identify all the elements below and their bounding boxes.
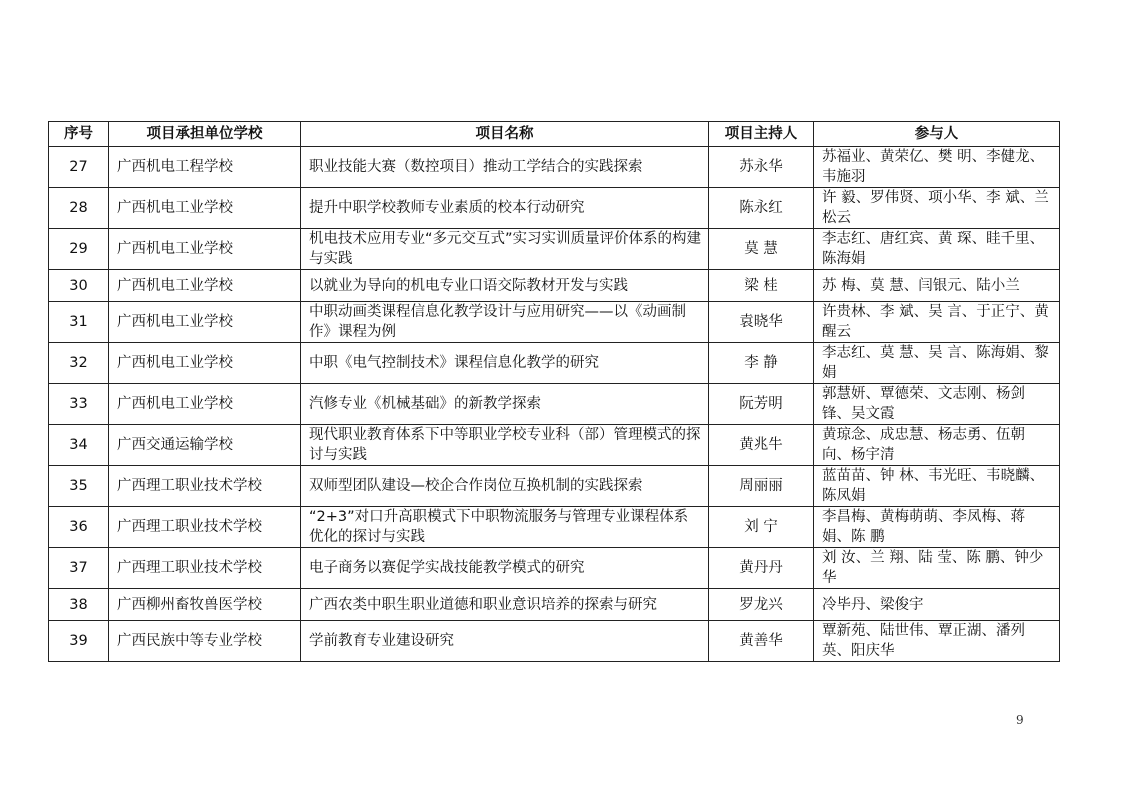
table-row xyxy=(49,589,1060,621)
row-no: 32 xyxy=(49,343,109,384)
header-no: 序号 xyxy=(49,122,109,147)
row-participants: 苏福业、黄荣亿、樊 明、李健龙、韦施羽 xyxy=(814,147,1060,188)
row-school: 广西民族中等专业学校 xyxy=(109,621,301,662)
row-participants: 刘 汝、兰 翔、陆 莹、陈 鹏、钟少华 xyxy=(814,548,1060,589)
row-participants: 李昌梅、黄梅萌萌、李凤梅、蒋娟、陈 鹏 xyxy=(814,507,1060,548)
header-host: 项目主持人 xyxy=(709,122,814,147)
table-row xyxy=(49,188,1060,229)
page-number: 9 xyxy=(1016,713,1024,727)
row-participants: 李志红、唐红宾、黄 琛、眭千里、陈海娟 xyxy=(814,229,1060,270)
row-project-name: 现代职业教育体系下中等职业学校专业科（部）管理模式的探讨与实践 xyxy=(301,425,709,466)
row-school: 广西机电工业学校 xyxy=(109,384,301,425)
row-project-name: 学前教育专业建设研究 xyxy=(301,621,709,662)
table-row xyxy=(49,466,1060,507)
row-school: 广西理工职业技术学校 xyxy=(109,466,301,507)
row-school: 广西机电工业学校 xyxy=(109,302,301,343)
row-participants: 蓝苗苗、钟 林、韦光旺、韦晓麟、陈凤娟 xyxy=(814,466,1060,507)
table-row xyxy=(49,147,1060,188)
row-host: 莫 慧 xyxy=(709,229,814,270)
row-no: 36 xyxy=(49,507,109,548)
row-school: 广西机电工业学校 xyxy=(109,229,301,270)
row-participants: 郭慧妍、覃德荣、文志刚、杨剑锋、吴文霞 xyxy=(814,384,1060,425)
row-no: 27 xyxy=(49,147,109,188)
row-participants: 冷毕丹、梁俊宇 xyxy=(814,589,1060,621)
table-row xyxy=(49,384,1060,425)
row-host: 梁 桂 xyxy=(709,270,814,302)
row-host: 苏永华 xyxy=(709,147,814,188)
row-project-name: 以就业为导向的机电专业口语交际教材开发与实践 xyxy=(301,270,709,302)
row-no: 28 xyxy=(49,188,109,229)
row-host: 刘 宁 xyxy=(709,507,814,548)
table-row xyxy=(49,621,1060,662)
row-school: 广西柳州畜牧兽医学校 xyxy=(109,589,301,621)
row-no: 31 xyxy=(49,302,109,343)
row-school: 广西理工职业技术学校 xyxy=(109,507,301,548)
row-school: 广西机电工程学校 xyxy=(109,147,301,188)
table-row xyxy=(49,270,1060,302)
row-participants: 黄琼念、成忠慧、杨志勇、伍朝向、杨宇清 xyxy=(814,425,1060,466)
row-project-name: 中职《电气控制技术》课程信息化教学的研究 xyxy=(301,343,709,384)
row-project-name: 电子商务以赛促学实战技能教学模式的研究 xyxy=(301,548,709,589)
row-host: 罗龙兴 xyxy=(709,589,814,621)
row-host: 黄丹丹 xyxy=(709,548,814,589)
header-school: 项目承担单位学校 xyxy=(109,122,301,147)
row-project-name: 汽修专业《机械基础》的新教学探索 xyxy=(301,384,709,425)
row-host: 陈永红 xyxy=(709,188,814,229)
row-school: 广西机电工业学校 xyxy=(109,188,301,229)
row-no: 34 xyxy=(49,425,109,466)
row-project-name: 广西农类中职生职业道德和职业意识培养的探索与研究 xyxy=(301,589,709,621)
table-row xyxy=(49,302,1060,343)
row-school: 广西机电工业学校 xyxy=(109,270,301,302)
table-row xyxy=(49,229,1060,270)
row-participants: 覃新苑、陆世伟、覃正湖、潘列英、阳庆华 xyxy=(814,621,1060,662)
row-participants: 许贵林、李 斌、吴 言、于正宁、黄醒云 xyxy=(814,302,1060,343)
row-no: 33 xyxy=(49,384,109,425)
row-no: 29 xyxy=(49,229,109,270)
row-project-name: 中职动画类课程信息化教学设计与应用研究——以《动画制作》课程为例 xyxy=(301,302,709,343)
row-participants: 苏 梅、莫 慧、闫银元、陆小兰 xyxy=(814,270,1060,302)
table-row xyxy=(49,548,1060,589)
row-school: 广西交通运输学校 xyxy=(109,425,301,466)
row-host: 黄兆牛 xyxy=(709,425,814,466)
header-project-name: 项目名称 xyxy=(301,122,709,147)
row-host: 阮芳明 xyxy=(709,384,814,425)
row-host: 袁晓华 xyxy=(709,302,814,343)
header-row xyxy=(49,122,1060,147)
row-no: 30 xyxy=(49,270,109,302)
row-participants: 李志红、莫 慧、吴 言、陈海娟、黎 娟 xyxy=(814,343,1060,384)
row-no: 38 xyxy=(49,589,109,621)
row-no: 35 xyxy=(49,466,109,507)
row-no: 39 xyxy=(49,621,109,662)
header-participants: 参与人 xyxy=(814,122,1060,147)
row-school: 广西理工职业技术学校 xyxy=(109,548,301,589)
table-body xyxy=(49,147,1060,662)
table-row xyxy=(49,507,1060,548)
row-project-name: “2+3”对口升高职模式下中职物流服务与管理专业课程体系优化的探讨与实践 xyxy=(301,507,709,548)
row-host: 黄善华 xyxy=(709,621,814,662)
table-header xyxy=(49,122,1060,147)
project-table xyxy=(48,121,1060,662)
table-row xyxy=(49,343,1060,384)
row-no: 37 xyxy=(49,548,109,589)
row-project-name: 提升中职学校教师专业素质的校本行动研究 xyxy=(301,188,709,229)
table-row xyxy=(49,425,1060,466)
row-project-name: 机电技术应用专业“多元交互式”实习实训质量评价体系的构建与实践 xyxy=(301,229,709,270)
row-host: 李 静 xyxy=(709,343,814,384)
row-school: 广西机电工业学校 xyxy=(109,343,301,384)
row-participants: 许 毅、罗伟贤、项小华、李 斌、兰松云 xyxy=(814,188,1060,229)
row-project-name: 职业技能大赛（数控项目）推动工学结合的实践探索 xyxy=(301,147,709,188)
row-host: 周丽丽 xyxy=(709,466,814,507)
row-project-name: 双师型团队建设—校企合作岗位互换机制的实践探索 xyxy=(301,466,709,507)
